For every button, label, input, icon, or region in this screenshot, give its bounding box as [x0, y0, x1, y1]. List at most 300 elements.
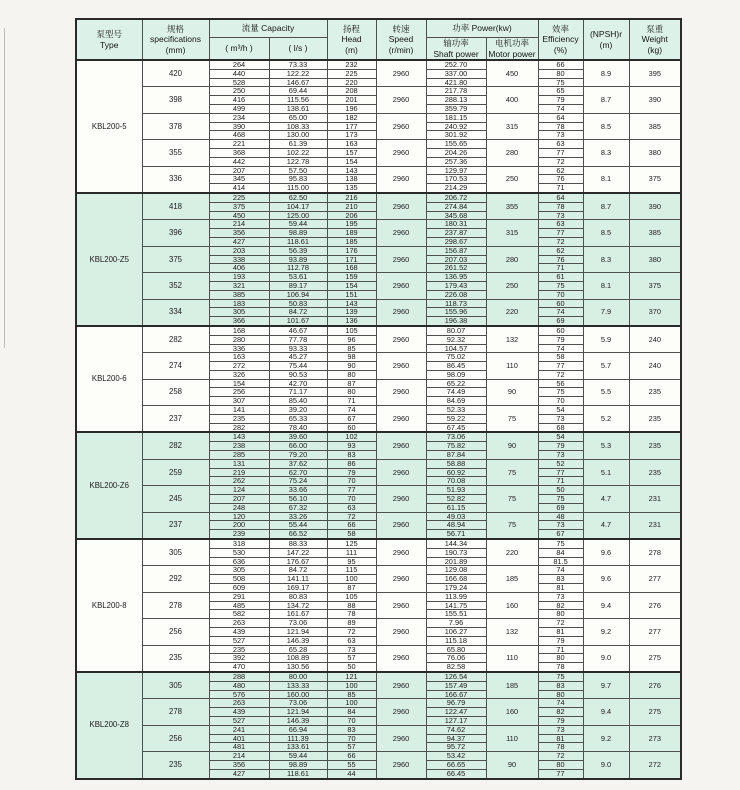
npsh-cell: 5.3 [583, 432, 629, 459]
npsh-cell: 8.9 [583, 60, 629, 87]
head-cell: 85 [327, 344, 376, 353]
motor-power-cell: 220 [486, 299, 538, 326]
speed-cell: 2960 [376, 299, 426, 326]
head-cell: 85 [327, 690, 376, 699]
efficiency-cell: 72 [538, 752, 583, 761]
efficiency-cell: 77 [538, 362, 583, 371]
capacity-ls-cell: 115.56 [269, 96, 327, 105]
efficiency-cell: 72 [538, 157, 583, 166]
capacity-ls-cell: 69.44 [269, 87, 327, 96]
spec-cell: 235 [142, 645, 209, 672]
capacity-ls-cell: 66.52 [269, 530, 327, 539]
table-row [76, 512, 681, 521]
efficiency-cell: 83 [538, 681, 583, 690]
shaft-power-cell: 65.22 [426, 379, 486, 388]
efficiency-cell: 71 [538, 477, 583, 486]
efficiency-cell: 72 [538, 237, 583, 246]
capacity-m3h-cell: 238 [209, 442, 269, 451]
spec-cell: 334 [142, 299, 209, 326]
weight-cell: 375 [629, 166, 681, 193]
head-cell: 105 [327, 592, 376, 601]
capacity-m3h-cell: 241 [209, 725, 269, 734]
capacity-ls-cell: 80.00 [269, 672, 327, 681]
head-cell: 136 [327, 317, 376, 326]
head-cell: 168 [327, 264, 376, 273]
capacity-ls-cell: 93.33 [269, 344, 327, 353]
head-cell: 93 [327, 442, 376, 451]
table-row [76, 699, 681, 708]
efficiency-cell: 64 [538, 113, 583, 122]
spec-cell: 305 [142, 539, 209, 566]
efficiency-cell: 75 [538, 495, 583, 504]
shaft-power-cell: 122.47 [426, 708, 486, 717]
shaft-power-cell: 74.62 [426, 725, 486, 734]
capacity-ls-cell: 176.67 [269, 557, 327, 566]
capacity-ls-cell: 62.70 [269, 468, 327, 477]
capacity-ls-cell: 111.39 [269, 734, 327, 743]
capacity-m3h-cell: 235 [209, 645, 269, 654]
speed-cell: 2960 [376, 353, 426, 379]
speed-cell: 2960 [376, 326, 426, 353]
speed-cell: 2960 [376, 699, 426, 725]
table-row [76, 87, 681, 96]
motor-power-cell: 250 [486, 166, 538, 193]
capacity-ls-cell: 61.39 [269, 140, 327, 149]
table-body [76, 60, 681, 779]
npsh-cell: 7.9 [583, 299, 629, 326]
efficiency-cell: 54 [538, 432, 583, 441]
efficiency-cell: 74 [538, 308, 583, 317]
motor-power-cell: 75 [486, 406, 538, 433]
shaft-power-cell: 86.45 [426, 362, 486, 371]
motor-power-cell: 110 [486, 645, 538, 672]
shaft-power-cell: 217.78 [426, 87, 486, 96]
head-cell: 232 [327, 60, 376, 69]
motor-power-cell: 160 [486, 699, 538, 725]
npsh-cell: 8.5 [583, 220, 629, 246]
efficiency-cell: 73 [538, 592, 583, 601]
efficiency-cell: 54 [538, 406, 583, 415]
capacity-m3h-cell: 450 [209, 211, 269, 220]
speed-cell: 2960 [376, 379, 426, 405]
table-row [76, 113, 681, 122]
shaft-power-cell: 66.45 [426, 769, 486, 778]
capacity-m3h-cell: 609 [209, 584, 269, 593]
shaft-power-cell: 104.57 [426, 344, 486, 353]
spec-cell: 420 [142, 60, 209, 87]
capacity-ls-cell: 89.17 [269, 281, 327, 290]
head-cell: 100 [327, 575, 376, 584]
capacity-m3h-cell: 214 [209, 220, 269, 229]
capacity-ls-cell: 104.17 [269, 202, 327, 211]
head-cell: 83 [327, 451, 376, 460]
motor-power-cell: 90 [486, 752, 538, 779]
weight-cell: 275 [629, 645, 681, 672]
head-cell: 63 [327, 636, 376, 645]
capacity-ls-cell: 112.78 [269, 264, 327, 273]
capacity-ls-cell: 65.28 [269, 645, 327, 654]
head-cell: 135 [327, 184, 376, 193]
efficiency-cell: 81 [538, 734, 583, 743]
shaft-power-cell: 58.88 [426, 459, 486, 468]
shaft-power-cell: 106.27 [426, 628, 486, 637]
capacity-m3h-cell: 636 [209, 557, 269, 566]
capacity-ls-cell: 84.72 [269, 566, 327, 575]
spec-cell: 292 [142, 566, 209, 592]
header-capacity: 流量 Capacity [209, 19, 327, 38]
npsh-cell: 9.0 [583, 752, 629, 779]
efficiency-cell: 75 [538, 672, 583, 681]
shaft-power-cell: 94.37 [426, 734, 486, 743]
head-cell: 67 [327, 414, 376, 423]
efficiency-cell: 73 [538, 131, 583, 140]
shaft-power-cell: 141.75 [426, 601, 486, 610]
capacity-ls-cell: 118.61 [269, 769, 327, 778]
efficiency-cell: 50 [538, 486, 583, 495]
capacity-m3h-cell: 414 [209, 184, 269, 193]
capacity-ls-cell: 75.44 [269, 362, 327, 371]
capacity-ls-cell: 160.00 [269, 690, 327, 699]
spec-cell: 278 [142, 699, 209, 725]
efficiency-cell: 75 [538, 388, 583, 397]
shaft-power-cell: 166.67 [426, 690, 486, 699]
npsh-cell: 8.5 [583, 113, 629, 139]
efficiency-cell: 60 [538, 299, 583, 308]
header-specifications: 规格 specifications (mm) [142, 19, 209, 60]
efficiency-cell: 67 [538, 530, 583, 539]
weight-cell: 235 [629, 432, 681, 459]
shaft-power-cell: 118.73 [426, 299, 486, 308]
table-row [76, 299, 681, 308]
shaft-power-cell: 113.99 [426, 592, 486, 601]
capacity-m3h-cell: 120 [209, 512, 269, 521]
efficiency-cell: 79 [538, 636, 583, 645]
shaft-power-cell: 67.45 [426, 423, 486, 432]
shaft-power-cell: 170.53 [426, 175, 486, 184]
spec-cell: 355 [142, 140, 209, 166]
head-cell: 89 [327, 619, 376, 628]
capacity-m3h-cell: 305 [209, 308, 269, 317]
weight-cell: 276 [629, 592, 681, 618]
head-cell: 185 [327, 237, 376, 246]
shaft-power-cell: 156.87 [426, 246, 486, 255]
efficiency-cell: 64 [538, 193, 583, 202]
spec-cell: 259 [142, 459, 209, 485]
shaft-power-cell: 53.42 [426, 752, 486, 761]
header-shaft-power: 轴功率 Shaft power [426, 38, 486, 61]
capacity-ls-cell: 98.89 [269, 760, 327, 769]
head-cell: 70 [327, 734, 376, 743]
head-cell: 154 [327, 281, 376, 290]
capacity-ls-cell: 102.22 [269, 148, 327, 157]
shaft-power-cell: 181.15 [426, 113, 486, 122]
spec-cell: 418 [142, 193, 209, 220]
npsh-cell: 9.2 [583, 725, 629, 751]
capacity-m3h-cell: 193 [209, 273, 269, 282]
capacity-m3h-cell: 214 [209, 752, 269, 761]
capacity-ls-cell: 108.89 [269, 654, 327, 663]
motor-power-cell: 110 [486, 725, 538, 751]
capacity-m3h-cell: 154 [209, 379, 269, 388]
capacity-ls-cell: 37.62 [269, 459, 327, 468]
head-cell: 83 [327, 725, 376, 734]
shaft-power-cell: 75.82 [426, 442, 486, 451]
capacity-m3h-cell: 468 [209, 131, 269, 140]
table-row [76, 752, 681, 761]
capacity-m3h-cell: 576 [209, 690, 269, 699]
capacity-ls-cell: 84.72 [269, 308, 327, 317]
shaft-power-cell: 144.34 [426, 539, 486, 548]
capacity-m3h-cell: 499 [209, 104, 269, 113]
weight-cell: 240 [629, 353, 681, 379]
efficiency-cell: 63 [538, 140, 583, 149]
efficiency-cell: 70 [538, 397, 583, 406]
header-capacity-m3h: ( m³/h ) [209, 38, 269, 61]
head-cell: 173 [327, 131, 376, 140]
speed-cell: 2960 [376, 512, 426, 539]
spec-cell: 282 [142, 432, 209, 459]
head-cell: 159 [327, 273, 376, 282]
capacity-ls-cell: 115.00 [269, 184, 327, 193]
capacity-m3h-cell: 307 [209, 397, 269, 406]
capacity-ls-cell: 121.94 [269, 628, 327, 637]
capacity-ls-cell: 125.00 [269, 211, 327, 220]
head-cell: 88 [327, 601, 376, 610]
capacity-ls-cell: 53.61 [269, 273, 327, 282]
header-npsh: (NPSH)r (m) [583, 19, 629, 60]
npsh-cell: 8.1 [583, 166, 629, 193]
npsh-cell: 4.7 [583, 512, 629, 539]
shaft-power-cell: 155.65 [426, 140, 486, 149]
head-cell: 100 [327, 699, 376, 708]
weight-cell: 235 [629, 459, 681, 485]
head-cell: 71 [327, 397, 376, 406]
table-header [76, 19, 681, 60]
capacity-m3h-cell: 262 [209, 477, 269, 486]
capacity-ls-cell: 98.89 [269, 229, 327, 238]
weight-cell: 380 [629, 140, 681, 166]
capacity-ls-cell: 88.33 [269, 539, 327, 548]
head-cell: 210 [327, 202, 376, 211]
pump-model-cell: KBL200-6 [76, 326, 142, 433]
head-cell: 58 [327, 530, 376, 539]
speed-cell: 2960 [376, 752, 426, 779]
head-cell: 182 [327, 113, 376, 122]
capacity-m3h-cell: 207 [209, 166, 269, 175]
capacity-ls-cell: 75.24 [269, 477, 327, 486]
table-row [76, 273, 681, 282]
head-cell: 80 [327, 388, 376, 397]
efficiency-cell: 73 [538, 211, 583, 220]
capacity-m3h-cell: 345 [209, 175, 269, 184]
shaft-power-cell: 257.36 [426, 157, 486, 166]
head-cell: 121 [327, 672, 376, 681]
pump-model-cell: KBL200-5 [76, 60, 142, 193]
capacity-ls-cell: 39.20 [269, 406, 327, 415]
speed-cell: 2960 [376, 140, 426, 166]
capacity-m3h-cell: 356 [209, 229, 269, 238]
shaft-power-cell: 190.73 [426, 548, 486, 557]
capacity-ls-cell: 141.11 [269, 575, 327, 584]
efficiency-cell: 72 [538, 370, 583, 379]
motor-power-cell: 355 [486, 193, 538, 220]
efficiency-cell: 74 [538, 104, 583, 113]
head-cell: 96 [327, 335, 376, 344]
capacity-m3h-cell: 375 [209, 202, 269, 211]
capacity-ls-cell: 169.17 [269, 584, 327, 593]
efficiency-cell: 79 [538, 442, 583, 451]
shaft-power-cell: 74.49 [426, 388, 486, 397]
efficiency-cell: 48 [538, 512, 583, 521]
efficiency-cell: 80 [538, 690, 583, 699]
shaft-power-cell: 126.54 [426, 672, 486, 681]
efficiency-cell: 80 [538, 610, 583, 619]
head-cell: 195 [327, 220, 376, 229]
motor-power-cell: 315 [486, 113, 538, 139]
header-head: 扬程 Head (m) [327, 19, 376, 60]
head-cell: 154 [327, 157, 376, 166]
capacity-m3h-cell: 288 [209, 672, 269, 681]
efficiency-cell: 75 [538, 281, 583, 290]
capacity-ls-cell: 122.22 [269, 69, 327, 78]
capacity-ls-cell: 130.00 [269, 131, 327, 140]
capacity-ls-cell: 118.61 [269, 237, 327, 246]
shaft-power-cell: 65.80 [426, 645, 486, 654]
capacity-ls-cell: 85.40 [269, 397, 327, 406]
motor-power-cell: 90 [486, 379, 538, 405]
shaft-power-cell: 345.68 [426, 211, 486, 220]
head-cell: 57 [327, 743, 376, 752]
spec-cell: 282 [142, 326, 209, 353]
shaft-power-cell: 237.87 [426, 229, 486, 238]
shaft-power-cell: 70.08 [426, 477, 486, 486]
efficiency-cell: 81.5 [538, 557, 583, 566]
capacity-m3h-cell: 163 [209, 353, 269, 362]
capacity-ls-cell: 71.17 [269, 388, 327, 397]
shaft-power-cell: 240.92 [426, 122, 486, 131]
capacity-ls-cell: 65.33 [269, 414, 327, 423]
speed-cell: 2960 [376, 432, 426, 459]
spec-cell: 278 [142, 592, 209, 618]
capacity-m3h-cell: 234 [209, 113, 269, 122]
motor-power-cell: 250 [486, 273, 538, 299]
shaft-power-cell: 129.08 [426, 566, 486, 575]
head-cell: 72 [327, 628, 376, 637]
head-cell: 86 [327, 459, 376, 468]
speed-cell: 2960 [376, 113, 426, 139]
head-cell: 70 [327, 716, 376, 725]
shaft-power-cell: 84.69 [426, 397, 486, 406]
spec-cell: 398 [142, 87, 209, 113]
weight-cell: 390 [629, 193, 681, 220]
shaft-power-cell: 261.52 [426, 264, 486, 273]
capacity-m3h-cell: 168 [209, 326, 269, 335]
shaft-power-cell: 179.24 [426, 584, 486, 593]
capacity-ls-cell: 67.32 [269, 503, 327, 512]
capacity-m3h-cell: 263 [209, 699, 269, 708]
head-cell: 177 [327, 122, 376, 131]
capacity-m3h-cell: 225 [209, 193, 269, 202]
capacity-m3h-cell: 366 [209, 317, 269, 326]
efficiency-cell: 72 [538, 619, 583, 628]
shaft-power-cell: 155.96 [426, 308, 486, 317]
shaft-power-cell: 204.26 [426, 148, 486, 157]
efficiency-cell: 68 [538, 423, 583, 432]
spec-cell: 256 [142, 619, 209, 645]
motor-power-cell: 220 [486, 539, 538, 566]
spec-cell: 396 [142, 220, 209, 246]
table-row [76, 379, 681, 388]
capacity-m3h-cell: 305 [209, 566, 269, 575]
head-cell: 87 [327, 584, 376, 593]
capacity-ls-cell: 93.89 [269, 255, 327, 264]
efficiency-cell: 69 [538, 317, 583, 326]
efficiency-cell: 73 [538, 414, 583, 423]
table-row [76, 166, 681, 175]
table-row [76, 193, 681, 202]
head-cell: 84 [327, 708, 376, 717]
speed-cell: 2960 [376, 566, 426, 592]
capacity-ls-cell: 62.50 [269, 193, 327, 202]
shaft-power-cell: 59.22 [426, 414, 486, 423]
weight-cell: 240 [629, 326, 681, 353]
efficiency-cell: 84 [538, 548, 583, 557]
capacity-m3h-cell: 336 [209, 344, 269, 353]
capacity-m3h-cell: 263 [209, 619, 269, 628]
shaft-power-cell: 274.84 [426, 202, 486, 211]
weight-cell: 385 [629, 220, 681, 246]
npsh-cell: 8.7 [583, 87, 629, 113]
shaft-power-cell: 196.38 [426, 317, 486, 326]
shaft-power-cell: 155.51 [426, 610, 486, 619]
efficiency-cell: 71 [538, 645, 583, 654]
capacity-ls-cell: 134.72 [269, 601, 327, 610]
npsh-cell: 9.4 [583, 592, 629, 618]
efficiency-cell: 82 [538, 601, 583, 610]
shaft-power-cell: 288.13 [426, 96, 486, 105]
table-row [76, 566, 681, 575]
npsh-cell: 5.2 [583, 406, 629, 433]
pump-model-cell: KBL200-Z8 [76, 672, 142, 779]
efficiency-cell: 77 [538, 468, 583, 477]
motor-power-cell: 132 [486, 619, 538, 645]
capacity-m3h-cell: 406 [209, 264, 269, 273]
shaft-power-cell: 66.65 [426, 760, 486, 769]
header-speed: 转速 Speed (r/min) [376, 19, 426, 60]
capacity-ls-cell: 59.44 [269, 220, 327, 229]
shaft-power-cell: 61.15 [426, 503, 486, 512]
spec-cell: 237 [142, 406, 209, 433]
capacity-ls-cell: 66.00 [269, 442, 327, 451]
shaft-power-cell: 56.71 [426, 530, 486, 539]
head-cell: 196 [327, 104, 376, 113]
efficiency-cell: 83 [538, 575, 583, 584]
npsh-cell: 9.2 [583, 619, 629, 645]
npsh-cell: 9.6 [583, 566, 629, 592]
capacity-ls-cell: 95.83 [269, 175, 327, 184]
capacity-m3h-cell: 480 [209, 681, 269, 690]
shaft-power-cell: 52.82 [426, 495, 486, 504]
head-cell: 50 [327, 663, 376, 672]
motor-power-cell: 160 [486, 592, 538, 618]
spec-cell: 245 [142, 486, 209, 512]
efficiency-cell: 66 [538, 60, 583, 69]
efficiency-cell: 79 [538, 96, 583, 105]
pump-model-cell: KBL200-Z6 [76, 432, 142, 539]
header-motor-power: 电机功率 Motor power [486, 38, 538, 61]
head-cell: 90 [327, 362, 376, 371]
capacity-m3h-cell: 239 [209, 530, 269, 539]
